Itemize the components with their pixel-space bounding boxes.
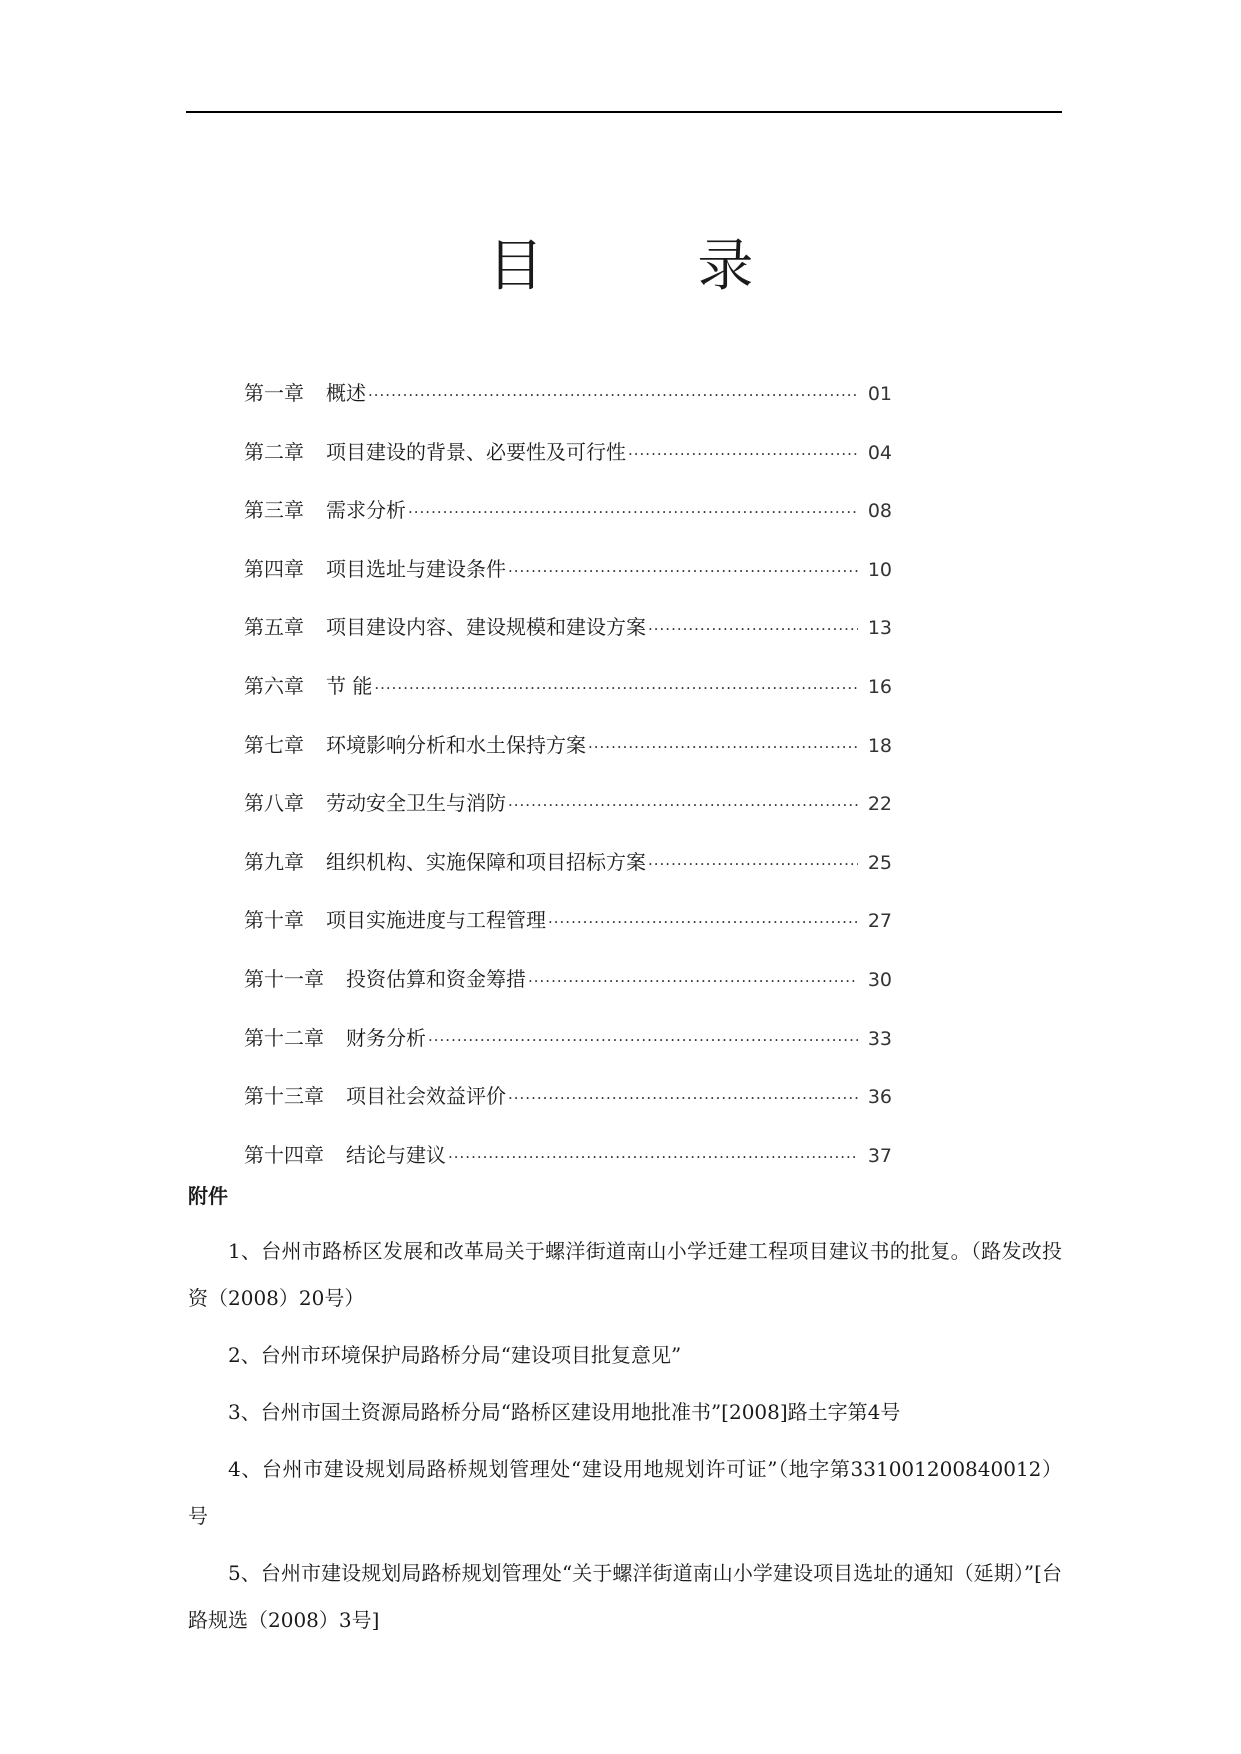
toc-leader — [408, 483, 858, 542]
toc-chapter: 第十三章 — [244, 1084, 324, 1109]
toc-entry[interactable] — [244, 833, 892, 892]
toc-leader — [508, 776, 858, 835]
toc-leader — [508, 1069, 858, 1128]
toc-title: 劳动安全卫生与消防 — [326, 791, 506, 816]
toc-entry[interactable] — [244, 598, 892, 657]
toc-leader — [628, 425, 858, 484]
attachment-item: 4、台州市建设规划局路桥规划管理处“建设用地规划许可证”（地字第331001200840012）号 — [188, 1457, 1062, 1528]
toc-chapter: 第十四章 — [244, 1142, 324, 1167]
toc-entry[interactable] — [244, 1126, 892, 1185]
toc-title: 环境影响分析和水土保持方案 — [326, 732, 586, 757]
toc-chapter: 第八章 — [244, 791, 304, 816]
toc-page: 04 — [867, 441, 892, 464]
page-title: 目 录 — [487, 234, 822, 299]
toc-leader — [648, 600, 858, 659]
toc-chapter: 第七章 — [244, 732, 304, 757]
toc-entry[interactable] — [244, 774, 892, 833]
toc-page: 33 — [867, 1027, 892, 1050]
toc-leader — [508, 542, 858, 601]
toc-page: 36 — [867, 1086, 892, 1109]
table-of-contents — [244, 364, 892, 1184]
toc-title: 节 能 — [326, 673, 373, 698]
toc-title: 结论与建议 — [346, 1142, 446, 1167]
toc-leader — [548, 893, 858, 952]
toc-page: 16 — [867, 675, 892, 698]
toc-title: 需求分析 — [326, 498, 406, 523]
attachment-item: 5、台州市建设规划局路桥规划管理处“关于螺洋街道南山小学建设项目选址的通知（延期）”[台路规选（2008）3号] — [188, 1561, 1062, 1632]
toc-entry[interactable] — [244, 481, 892, 540]
toc-title: 项目社会效益评价 — [346, 1084, 506, 1109]
toc-entry[interactable] — [244, 540, 892, 599]
attachment-item: 2、台州市环境保护局路桥分局“建设项目批复意见” — [228, 1343, 682, 1367]
toc-entry[interactable] — [244, 891, 892, 950]
toc-leader — [648, 835, 858, 894]
attachment-item: 1、台州市路桥区发展和改革局关于螺洋街道南山小学迁建工程项目建议书的批复。（路发改投资（2008）20号） — [188, 1239, 1062, 1310]
toc-page: 22 — [867, 793, 892, 816]
attachments-heading: 附件 — [188, 1184, 228, 1208]
toc-page: 30 — [867, 968, 892, 991]
toc-title: 投资估算和资金筹措 — [346, 966, 526, 991]
toc-chapter: 第十章 — [244, 908, 304, 933]
toc-page: 25 — [867, 851, 892, 874]
header-rule — [186, 111, 1062, 113]
toc-chapter: 第五章 — [244, 615, 304, 640]
toc-chapter: 第十二章 — [244, 1025, 324, 1050]
toc-title: 项目选址与建设条件 — [326, 556, 506, 581]
toc-title: 概述 — [326, 381, 366, 405]
toc-chapter: 第二章 — [244, 439, 304, 464]
toc-page: 10 — [867, 558, 892, 581]
toc-page: 37 — [867, 1144, 892, 1167]
toc-title: 组织机构、实施保障和项目招标方案 — [326, 849, 646, 874]
toc-leader — [588, 718, 858, 777]
toc-chapter: 第四章 — [244, 556, 304, 581]
toc-title: 财务分析 — [346, 1025, 426, 1050]
toc-chapter: 第三章 — [244, 498, 304, 523]
toc-chapter: 第六章 — [244, 673, 304, 698]
toc-page: 27 — [867, 910, 892, 933]
toc-chapter: 第九章 — [244, 849, 304, 874]
toc-leader — [374, 659, 858, 718]
toc-page: 18 — [867, 734, 892, 757]
toc-leader — [528, 952, 858, 1011]
toc-leader — [368, 366, 858, 425]
toc-page: 01 — [867, 383, 892, 405]
toc-page: 08 — [867, 500, 892, 523]
toc-entry[interactable] — [244, 364, 892, 423]
toc-title: 项目实施进度与工程管理 — [326, 908, 546, 933]
toc-entry[interactable] — [244, 657, 892, 716]
toc-leader — [428, 1011, 858, 1070]
toc-entry[interactable] — [244, 1067, 892, 1126]
attachments-list — [188, 1228, 1062, 1654]
toc-title: 项目建设的背景、必要性及可行性 — [326, 439, 626, 464]
toc-entry[interactable] — [244, 716, 892, 775]
toc-entry[interactable] — [244, 423, 892, 482]
toc-leader — [448, 1128, 858, 1187]
toc-page: 13 — [867, 617, 892, 640]
toc-entry[interactable] — [244, 950, 892, 1009]
attachment-item: 3、台州市国土资源局路桥分局“路桥区建设用地批准书”[2008]路土字第4号 — [228, 1400, 901, 1424]
toc-chapter: 第十一章 — [244, 966, 324, 991]
toc-entry[interactable] — [244, 1009, 892, 1068]
toc-chapter: 第一章 — [244, 381, 304, 405]
toc-title: 项目建设内容、建设规模和建设方案 — [326, 615, 646, 640]
